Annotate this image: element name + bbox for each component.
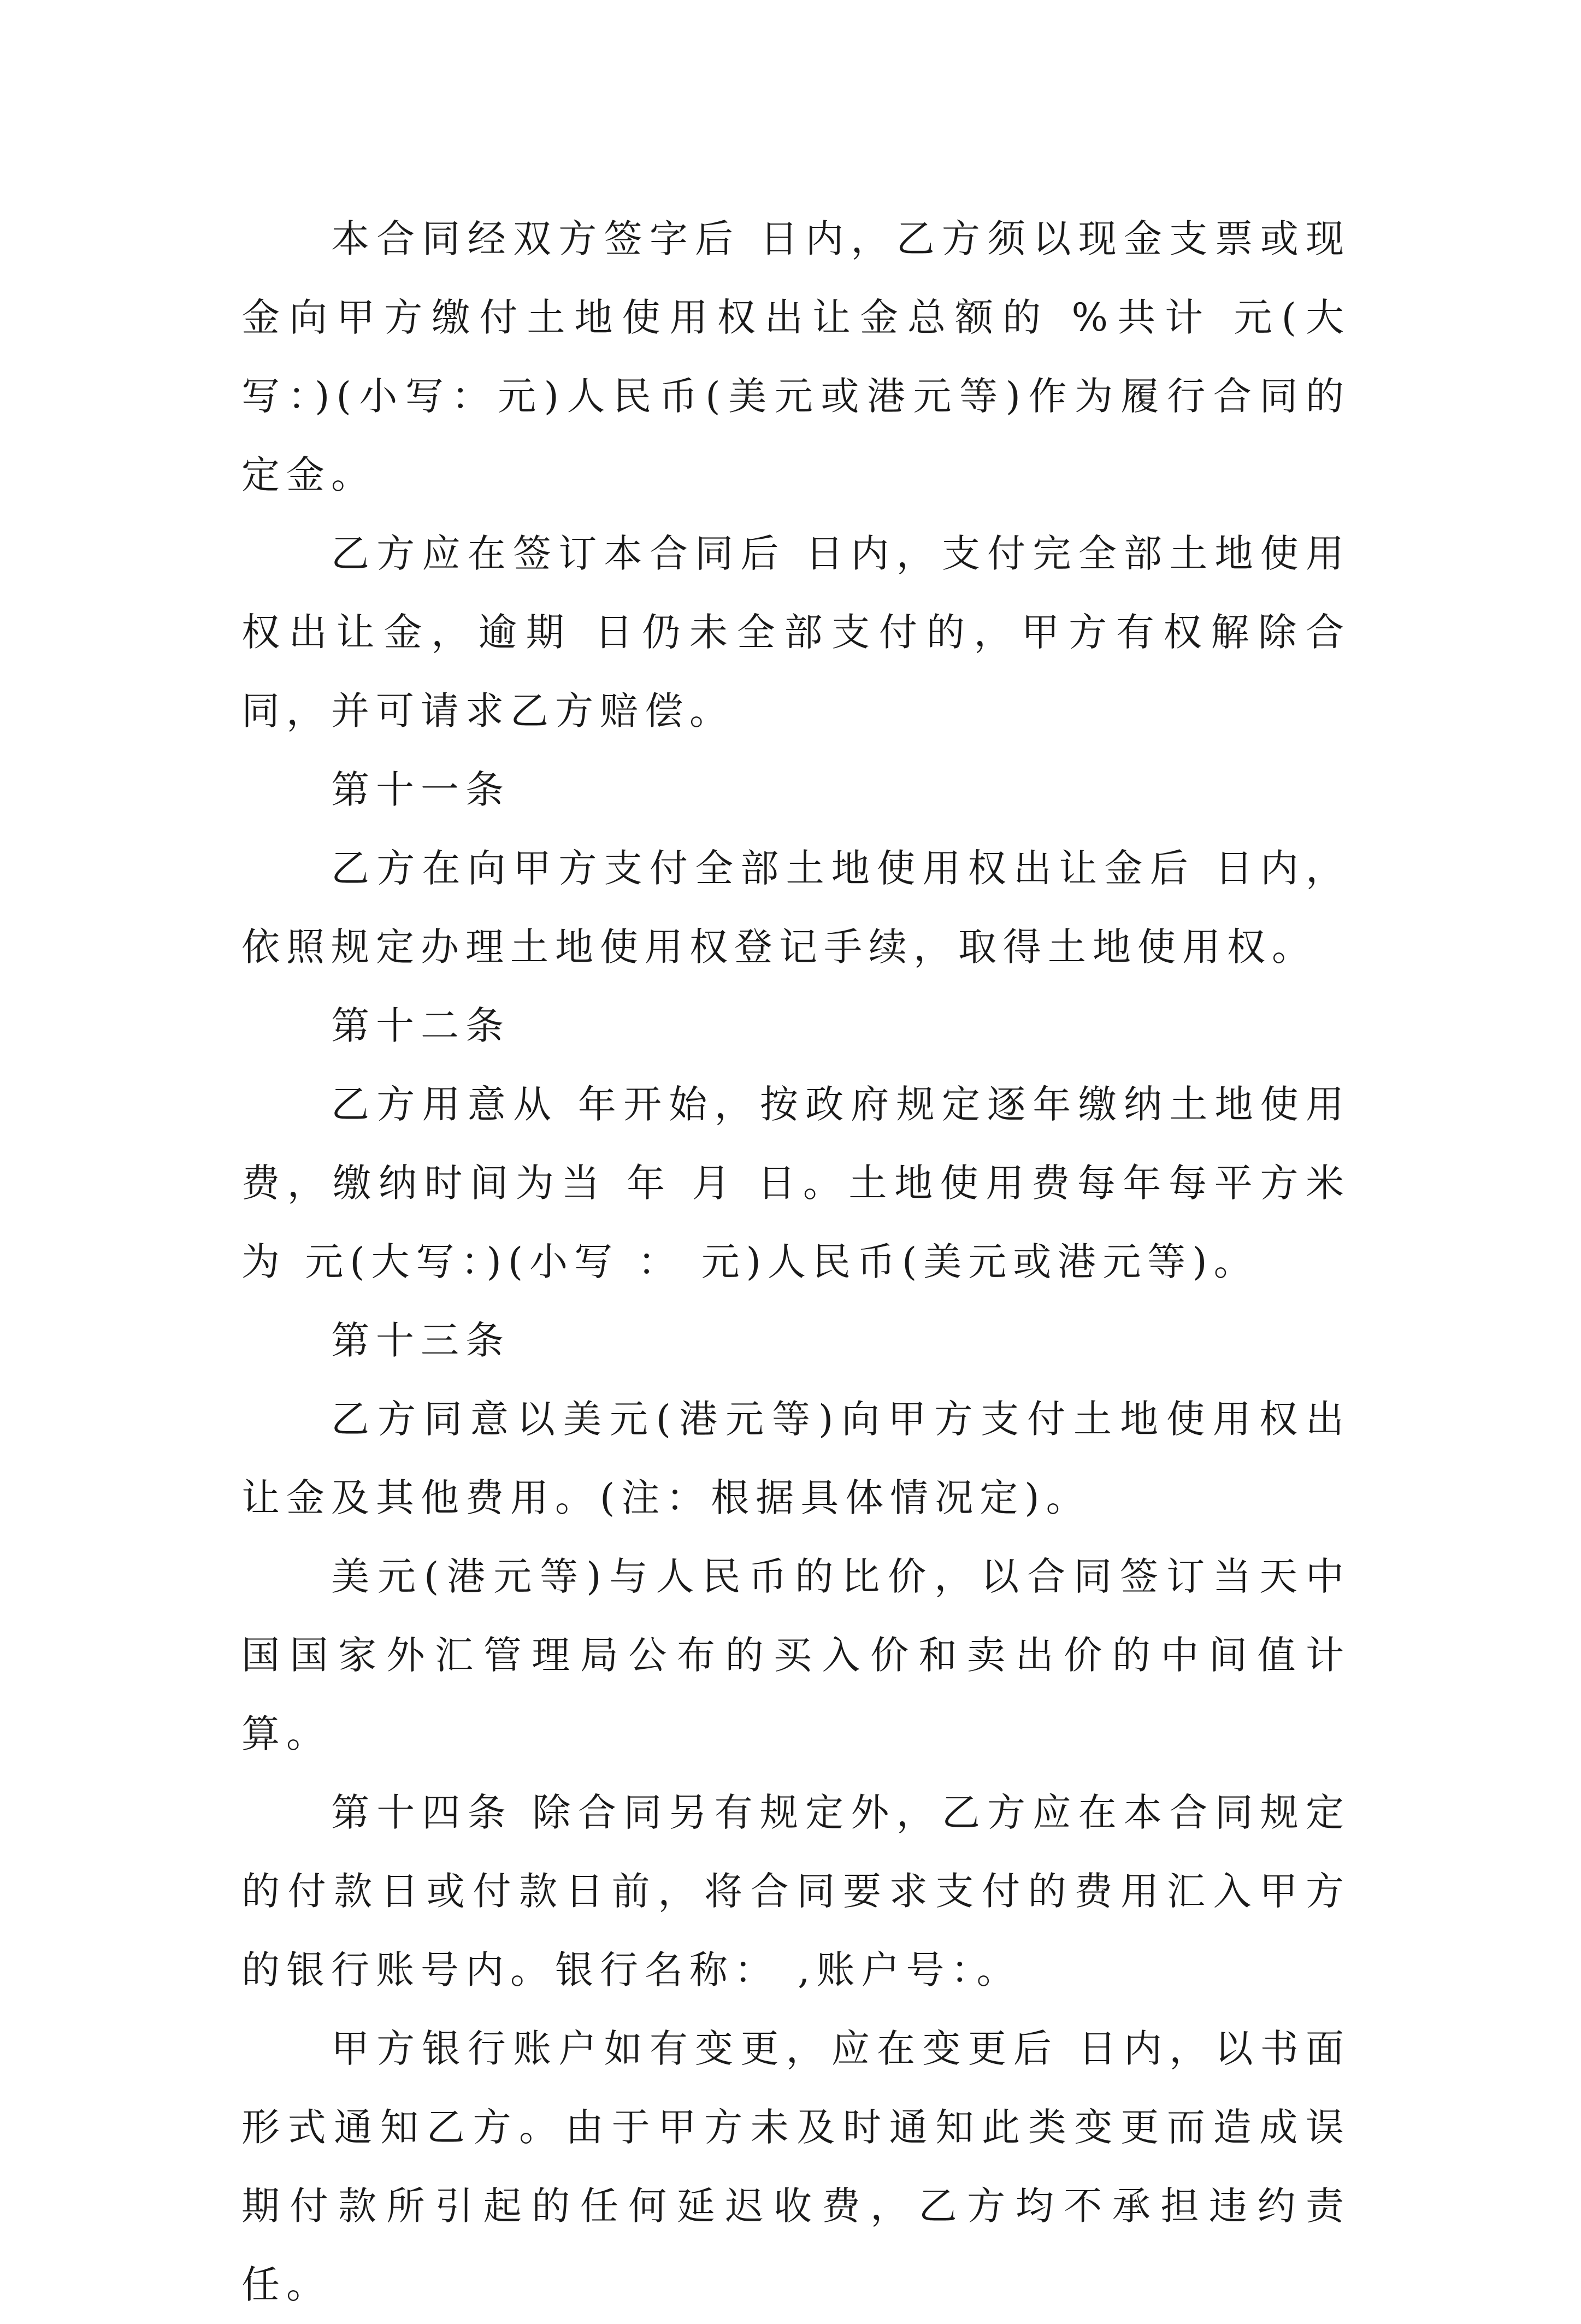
article-11-heading: 第十一条 [331, 767, 510, 812]
paragraph-deposit-payment: 本合同经双方签字后 日内，乙方须以现金支票或现金向甲方缴付土地使用权出让金总额的 %共计 元(大写：)(小写：元)人民币(美元或港元等)作为履行合同的定金。 [241, 216, 1350, 497]
paragraph-full-payment: 乙方应在签订本合同后 日内，支付完全部土地使用权出让金，逾期 日仍未全部支付的，甲方有权解除合同，并可请求乙方赔偿。 [241, 531, 1350, 733]
paragraph-usage-fee: 乙方用意从 年开始，按政府规定逐年缴纳土地使用费，缴纳时间为当 年 月 日。土地使用费每年每平方米为 元(大写：)(小写 ： 元)人民币(美元或港元等)。 [241, 1082, 1350, 1284]
article-13-heading: 第十三条 [331, 1318, 510, 1363]
article-14-paragraph: 第十四条 除合同另有规定外，乙方应在本合同规定的付款日或付款日前，将合同要求支付的费用汇入甲方的银行账号内。银行名称： ,账户号：。 [241, 1790, 1350, 1992]
contract-body [241, 199, 1350, 2324]
paragraph-account-change: 甲方银行账户如有变更，应在变更后 日内，以书面形式通知乙方。由于甲方未及时通知此类变更而造成误期付款所引起的任何延迟收费，乙方均不承担违约责任。 [241, 2026, 1350, 2307]
article-12-heading: 第十二条 [331, 1003, 510, 1048]
paragraph-registration: 乙方在向甲方支付全部土地使用权出让金后 日内，依照规定办理土地使用权登记手续，取得土地使用权。 [241, 846, 1350, 969]
paragraph-exchange-rate: 美元(港元等)与人民币的比价，以合同签订当天中国国家外汇管理局公布的买入价和卖出价的中间值计算。 [241, 1554, 1350, 1756]
paragraph-currency: 乙方同意以美元(港元等)向甲方支付土地使用权出让金及其他费用。(注：根据具体情况定)。 [241, 1397, 1350, 1520]
